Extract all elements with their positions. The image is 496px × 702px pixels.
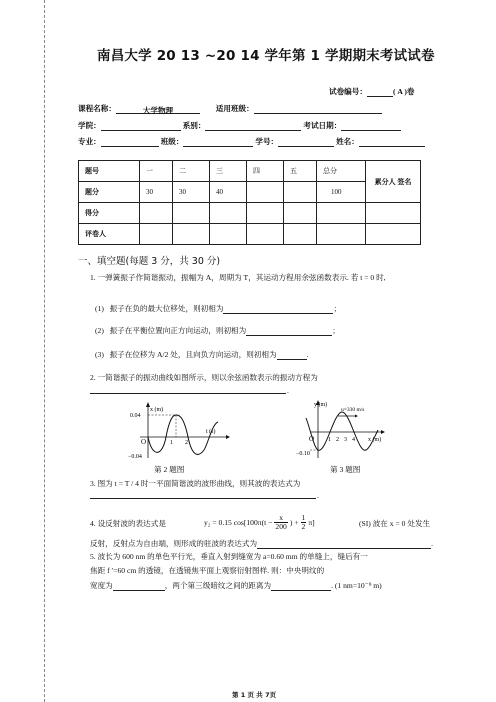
- score-cell[interactable]: [317, 203, 366, 224]
- q2-text: 2. 一简谐振子的振动曲线如图所示，则以余弦函数表示的振动方程为: [90, 373, 318, 382]
- y-axis-label: y (m): [314, 402, 328, 408]
- row-label: 评卷人: [79, 224, 140, 245]
- q4-line2: 反射，反射点为自由端，则形成的驻波的表达式为 .: [90, 539, 433, 548]
- major-label: 专业：: [78, 137, 101, 146]
- item-end: ；: [332, 326, 340, 335]
- fig2-vibration-graph: [118, 400, 234, 462]
- table-cell: 五: [284, 161, 317, 182]
- answer-blank[interactable]: [223, 305, 333, 314]
- q3-text: 3. 图为 t = T / 4 时一平面简谐波的波形曲线，则其波的表达式为: [90, 479, 301, 488]
- reviewer-cell[interactable]: [247, 224, 284, 245]
- course-value: 大学物理: [142, 106, 174, 115]
- q4-equation: [204, 511, 315, 533]
- table-cell: 二: [173, 161, 210, 182]
- school-field[interactable]: [101, 122, 181, 131]
- reviewer-cell[interactable]: [284, 224, 317, 245]
- name-label: 姓名：: [336, 137, 359, 146]
- table-cell: 30: [173, 182, 210, 203]
- x-tick: 2: [336, 437, 339, 443]
- table-cell: [284, 182, 317, 203]
- x-axis-label: x (m): [368, 437, 382, 443]
- q4-line2-text: 反射，反射点为自由端，则形成的驻波的表达式为: [90, 539, 258, 548]
- y-tick-positive: 0.04: [130, 413, 141, 419]
- reviewer-header: 累分人 签名: [366, 161, 421, 203]
- answer-blank[interactable]: [277, 351, 307, 360]
- answer-blank[interactable]: [246, 327, 332, 336]
- score-cell[interactable]: [247, 203, 284, 224]
- table-row: [79, 224, 421, 245]
- q5-line3-a: 宽度为: [90, 581, 113, 590]
- item-end: ；: [333, 304, 342, 313]
- x-axis-arrow: [226, 435, 230, 439]
- q3-answer-line[interactable]: [90, 498, 316, 499]
- page-footer: 第 1 页 共 7页: [232, 691, 277, 699]
- q1-item-3: [95, 349, 309, 360]
- item-text: 振子在负的最大位移处，则初相为: [109, 304, 224, 313]
- q1-item-2: [95, 325, 340, 336]
- score-cell[interactable]: [210, 203, 247, 224]
- table-cell: 三: [210, 161, 247, 182]
- fig3-wave-graph: [294, 398, 394, 462]
- table-cell: 四: [247, 161, 284, 182]
- course-line: [78, 103, 382, 114]
- class-field[interactable]: [183, 138, 253, 147]
- table-cell: 40: [210, 182, 247, 203]
- item-text: 振子在平衡位置向正方向运动，则初相为: [109, 326, 247, 335]
- equation-tail: π]: [308, 517, 315, 527]
- q4-line1-a: 4. 设反射波的表达式是: [90, 519, 166, 528]
- x-tick: 4: [352, 437, 355, 443]
- date-field[interactable]: [341, 122, 401, 131]
- answer-blank[interactable]: [271, 582, 331, 591]
- q5-line3-c: . (1 nm=10⁻⁹ m): [331, 581, 382, 590]
- item-end: .: [306, 350, 309, 359]
- paper-number-value: ( A )卷: [392, 87, 415, 96]
- row-label: 得分: [79, 203, 140, 224]
- paper-number: [329, 86, 414, 97]
- school-label: 学院：: [78, 121, 101, 130]
- answer-blank[interactable]: [257, 540, 431, 549]
- fraction: [301, 514, 307, 531]
- item-number: (1): [95, 304, 104, 313]
- major-field[interactable]: [101, 138, 159, 147]
- q1-item-1: [95, 303, 341, 314]
- dept-label: 系别：: [182, 121, 206, 130]
- q2-period: .: [287, 386, 289, 395]
- dept-field[interactable]: [205, 122, 301, 131]
- row-label: 题号: [79, 161, 140, 182]
- q4-line1-b: (SI) 波在 x = 0 处发生: [359, 519, 431, 528]
- origin-label: O: [309, 435, 315, 443]
- reviewer-cell[interactable]: [173, 224, 210, 245]
- item-number: (2): [95, 326, 104, 335]
- q5-line3-b: ，两个第三级暗纹之间的距离为: [164, 581, 272, 590]
- reviewer-cell[interactable]: [210, 224, 247, 245]
- numerator: 1: [301, 512, 306, 522]
- paper-number-label: 试卷编号：: [329, 87, 367, 96]
- major-line: [78, 136, 425, 147]
- y-tick-negative: −0.04: [128, 454, 142, 460]
- origin-label: O: [141, 438, 147, 446]
- x-tick: 3: [344, 437, 347, 443]
- reviewer-cell[interactable]: [366, 224, 421, 245]
- table-row: [79, 161, 421, 182]
- speed-arrowhead: [355, 415, 358, 418]
- score-cell[interactable]: [366, 203, 421, 224]
- class-applicable-field[interactable]: [254, 105, 382, 114]
- x-tick: 1: [170, 440, 173, 446]
- x-axis-label: t (s): [206, 429, 216, 435]
- speed-label: u=330 m/s: [341, 407, 365, 413]
- wave-curve: [306, 412, 378, 450]
- table-cell: 一: [140, 161, 173, 182]
- x-tick: 2: [185, 440, 188, 446]
- item-text: 振子在位移为 A/2 处，且向负方向运动，则初相为: [109, 350, 277, 359]
- q5-line3: [90, 580, 382, 591]
- id-label: 学号：: [255, 137, 279, 146]
- table-cell: 100: [317, 182, 366, 203]
- denominator: 200: [275, 521, 287, 531]
- section-heading: 一、填空题(每题 3 分，共 30 分): [78, 256, 221, 267]
- reviewer-cell[interactable]: [140, 224, 173, 245]
- equation-lhs: y₂ = 0.15 cos[100π(t −: [204, 517, 273, 527]
- q1-stem: 1. 一弹簧振子作简谐振动，振幅为 A，周期为 T，其运动方程用余弦函数表示. 若 t = 0 时,: [90, 273, 386, 282]
- table-cell: 30: [140, 182, 173, 203]
- id-field[interactable]: [278, 138, 334, 147]
- binding-line: [44, 0, 45, 702]
- reviewer-cell[interactable]: [317, 224, 366, 245]
- q5-line2: 焦距 f ′=60 cm 的透镜，在透镜焦平面上观察衍射图样. 则：中央明纹的: [90, 566, 325, 575]
- x-tick: 1: [328, 437, 331, 443]
- table-row: [79, 203, 421, 224]
- class-applicable-label: 适用班级：: [215, 104, 254, 113]
- fig2-caption: 第 2 题图: [154, 465, 185, 474]
- equation-mid: ) +: [289, 517, 299, 527]
- fig3-caption: 第 3 题图: [330, 465, 361, 474]
- q5-line1: 5. 波长为 600 nm 的单色平行光，垂直入射到缝宽为 a=0.60 mm 的单缝上，缝后有一: [90, 552, 368, 561]
- item-number: (3): [95, 350, 104, 359]
- y-tick: −0.10: [296, 451, 310, 457]
- row-label: 题分: [79, 182, 140, 203]
- course-label: 课程名称：: [78, 104, 116, 113]
- table-cell: [247, 182, 284, 203]
- score-cell[interactable]: [173, 203, 210, 224]
- x-axis-arrow: [381, 430, 385, 434]
- y-axis-label: x (m): [150, 407, 164, 413]
- class-label: 班级：: [160, 137, 184, 146]
- score-cell[interactable]: [284, 203, 317, 224]
- exam-title: 南昌大学 20 13 ~20 14 学年第 1 学期期末考试试卷: [97, 48, 435, 64]
- score-cell[interactable]: [140, 203, 173, 224]
- q2-answer-line[interactable]: [90, 393, 286, 394]
- name-field[interactable]: [359, 138, 425, 147]
- answer-blank[interactable]: [113, 582, 165, 591]
- score-table: [78, 160, 421, 245]
- school-line: [78, 120, 401, 131]
- table-cell: 总分: [317, 161, 366, 182]
- date-label: 考试日期：: [303, 121, 342, 130]
- fraction: [274, 514, 287, 531]
- denominator: 2: [301, 521, 306, 531]
- numerator: x: [279, 512, 284, 522]
- q3-period: .: [317, 491, 319, 500]
